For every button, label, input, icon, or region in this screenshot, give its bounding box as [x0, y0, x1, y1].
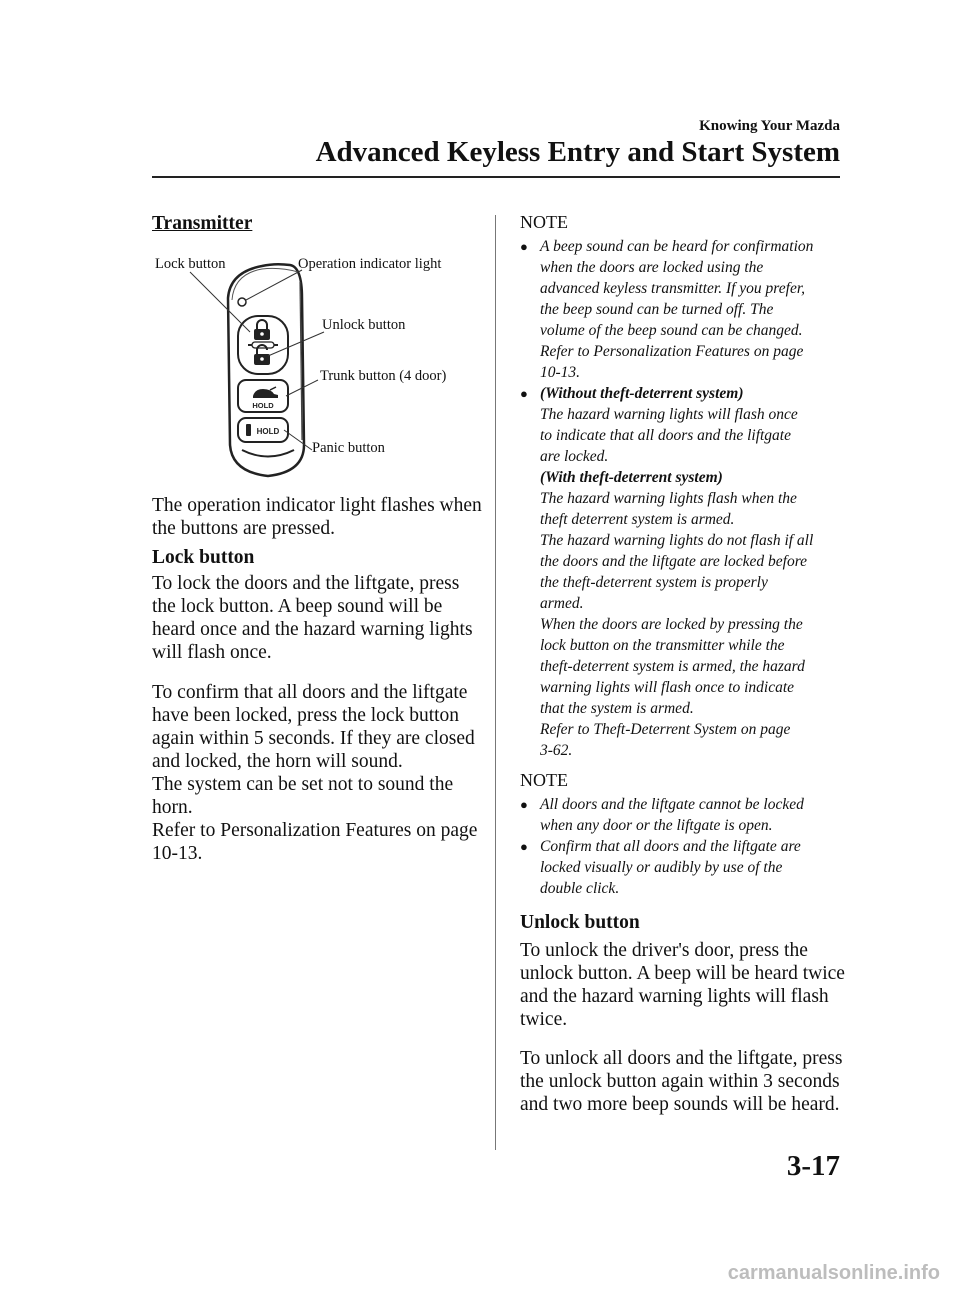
label-operation-indicator: Operation indicator light	[298, 256, 442, 272]
header-rule	[152, 176, 840, 178]
bullet-icon: ●	[520, 386, 528, 401]
note-list-1	[520, 236, 850, 761]
label-lock-button: Lock button	[155, 256, 226, 272]
text-without: The hazard warning lights will flash once to indicate that all doors and the liftgate are locked.	[540, 406, 798, 465]
label-panic-button: Panic button	[312, 440, 385, 456]
watermark: carmanualsonline.info	[727, 1262, 940, 1284]
label-trunk-button: Trunk button (4 door)	[320, 368, 447, 384]
page-title: Advanced Keyless Entry and Start System	[315, 136, 840, 168]
column-divider	[495, 215, 496, 1150]
running-header-section: Knowing Your Mazda	[699, 118, 840, 134]
bullet-icon: ●	[520, 239, 528, 254]
bullet-icon: ●	[520, 797, 528, 812]
unlock-paragraph-2: To unlock all doors and the liftgate, press the unlock button again within 3 seconds and two more beep sounds will be heard.	[520, 1048, 843, 1115]
unlock-paragraph-1: To unlock the driver's door, press the unlock button. A beep will be heard twice and the hazard warning lights will flash twice.	[520, 940, 845, 1030]
lock-paragraph-2: To confirm that all doors and the liftgate have been locked, press the lock button again within 5 seconds. If they are closed and locked, the horn will sound. The system can be set not to sound the horn. Refer to Personalization Features on page 10-13.	[152, 682, 478, 864]
note-list-2	[520, 794, 850, 899]
lock-button-heading: Lock button	[152, 547, 255, 568]
unlock-button-heading: Unlock button	[520, 912, 640, 933]
subhead-without: (Without theft-deterrent system)	[540, 385, 744, 402]
panic-hold-text: HOLD	[256, 427, 280, 436]
text-with: The hazard warning lights flash when the theft deterrent system is armed. The hazard warning lights do not flash if all the doors and the liftgate are locked before the theft-deterrent system is properly armed. When the doors are locked by pressing the lock button on the transmitter while the theft-deterrent system is armed, the hazard warning lights will flash once to indicate that the system is armed. Refer to Theft-Deterrent System on page 3-62.	[540, 490, 814, 759]
note-label-1: NOTE	[520, 212, 568, 232]
transmitter-figure	[150, 250, 480, 480]
label-unlock-button: Unlock button	[322, 317, 406, 333]
intro-paragraph: The operation indicator light flashes when the buttons are pressed.	[152, 495, 482, 539]
note-label-2: NOTE	[520, 770, 568, 790]
section-heading-transmitter: Transmitter	[152, 213, 253, 234]
note-item: ● All doors and the liftgate cannot be locked when any door or the liftgate is open.	[520, 796, 804, 834]
note-item: ● Confirm that all doors and the liftgate are locked visually or audibly by use of the double click.	[520, 838, 801, 897]
panic-horn-icon	[246, 424, 251, 436]
trunk-hold-text: HOLD	[252, 401, 274, 410]
note-item	[520, 383, 850, 761]
subhead-with: (With theft-deterrent system)	[540, 469, 723, 486]
note-item: ● A beep sound can be heard for confirmation when the doors are locked using the advanced keyless transmitter. If you prefer, the beep sound can be turned off. The volume of the beep sound can be changed. Refer to Personalization Features on page 10-13.	[520, 238, 814, 381]
bullet-icon: ●	[520, 839, 528, 854]
indicator-light	[238, 298, 246, 306]
page-number: 3-17	[786, 1150, 840, 1182]
lock-paragraph-1: To lock the doors and the liftgate, press the lock button. A beep sound will be heard once and the hazard warning lights will flash once.	[152, 573, 473, 663]
